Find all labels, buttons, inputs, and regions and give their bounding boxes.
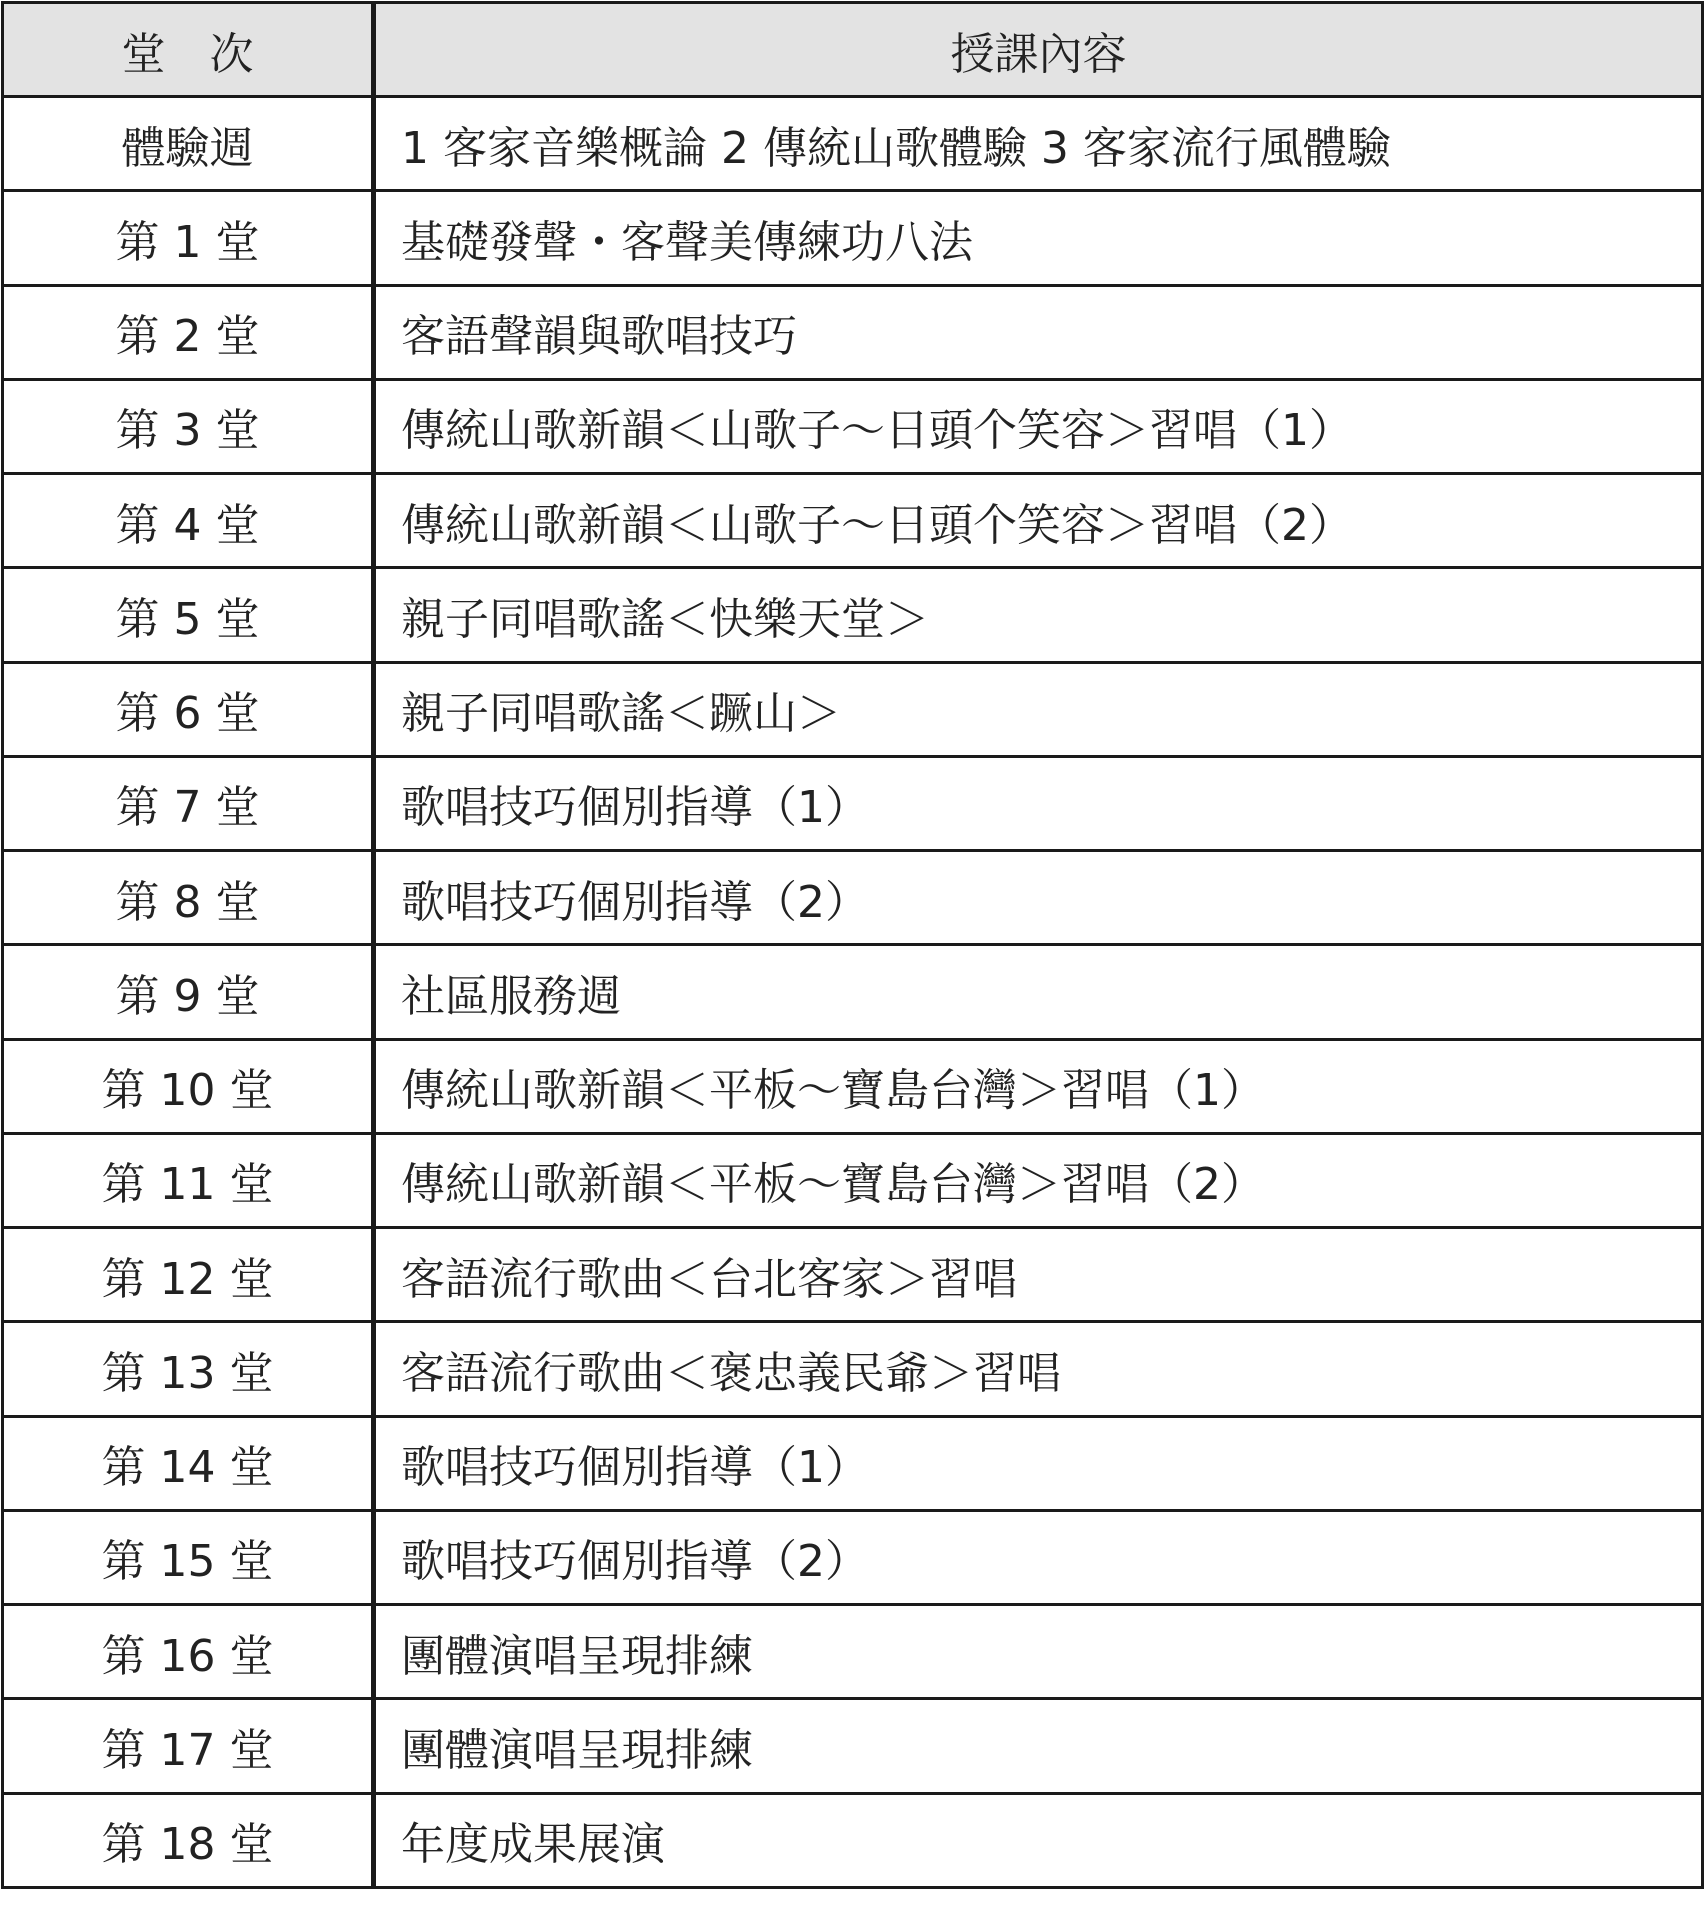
table-row <box>3 568 1703 662</box>
table-row <box>3 851 1703 945</box>
content-cell: 社區服務週 <box>374 945 1703 1039</box>
table-row <box>3 191 1703 285</box>
table-row <box>3 1322 1703 1416</box>
content-cell: 1 客家音樂概論 2 傳統山歌體驗 3 客家流行風體驗 <box>374 97 1703 191</box>
table-row <box>3 379 1703 473</box>
content-cell: 客語流行歌曲＜台北客家＞習唱 <box>374 1228 1703 1322</box>
session-cell: 第 16 堂 <box>3 1605 374 1699</box>
content-cell: 傳統山歌新韻＜山歌子～日頭个笑容＞習唱（2） <box>374 474 1703 568</box>
session-cell: 體驗週 <box>3 97 374 191</box>
table-body <box>3 97 1703 1888</box>
table-row <box>3 662 1703 756</box>
content-cell: 團體演唱呈現排練 <box>374 1699 1703 1793</box>
table-row <box>3 1510 1703 1604</box>
content-cell: 傳統山歌新韻＜山歌子～日頭个笑容＞習唱（1） <box>374 379 1703 473</box>
content-cell: 年度成果展演 <box>374 1793 1703 1888</box>
table-row <box>3 1605 1703 1699</box>
session-cell: 第 5 堂 <box>3 568 374 662</box>
content-cell: 歌唱技巧個別指導（2） <box>374 1510 1703 1604</box>
content-cell: 客語流行歌曲＜褒忠義民爺＞習唱 <box>374 1322 1703 1416</box>
table-row <box>3 1039 1703 1133</box>
session-cell: 第 11 堂 <box>3 1133 374 1227</box>
table-row <box>3 285 1703 379</box>
content-cell: 客語聲韻與歌唱技巧 <box>374 285 1703 379</box>
session-cell: 第 17 堂 <box>3 1699 374 1793</box>
session-cell: 第 12 堂 <box>3 1228 374 1322</box>
session-cell: 第 1 堂 <box>3 191 374 285</box>
session-cell: 第 13 堂 <box>3 1322 374 1416</box>
header-session: 堂 次 <box>3 3 374 97</box>
content-cell: 歌唱技巧個別指導（1） <box>374 1416 1703 1510</box>
session-cell: 第 10 堂 <box>3 1039 374 1133</box>
content-cell: 親子同唱歌謠＜快樂天堂＞ <box>374 568 1703 662</box>
content-cell: 基礎發聲・客聲美傳練功八法 <box>374 191 1703 285</box>
table-row <box>3 945 1703 1039</box>
content-cell: 團體演唱呈現排練 <box>374 1605 1703 1699</box>
content-cell: 親子同唱歌謠＜蹶山＞ <box>374 662 1703 756</box>
table-row <box>3 97 1703 191</box>
header-row <box>3 3 1703 97</box>
table-row <box>3 1793 1703 1888</box>
content-cell: 歌唱技巧個別指導（1） <box>374 756 1703 850</box>
session-cell: 第 8 堂 <box>3 851 374 945</box>
session-cell: 第 18 堂 <box>3 1793 374 1888</box>
session-cell: 第 4 堂 <box>3 474 374 568</box>
session-cell: 第 7 堂 <box>3 756 374 850</box>
table-row <box>3 1133 1703 1227</box>
session-cell: 第 9 堂 <box>3 945 374 1039</box>
course-schedule-table <box>1 1 1704 1889</box>
content-cell: 歌唱技巧個別指導（2） <box>374 851 1703 945</box>
session-cell: 第 3 堂 <box>3 379 374 473</box>
session-cell: 第 15 堂 <box>3 1510 374 1604</box>
table-row <box>3 1416 1703 1510</box>
table-row <box>3 756 1703 850</box>
session-cell: 第 14 堂 <box>3 1416 374 1510</box>
table-row <box>3 1699 1703 1793</box>
table-row <box>3 1228 1703 1322</box>
session-cell: 第 6 堂 <box>3 662 374 756</box>
header-content: 授課內容 <box>374 3 1703 97</box>
table-row <box>3 474 1703 568</box>
content-cell: 傳統山歌新韻＜平板～寶島台灣＞習唱（2） <box>374 1133 1703 1227</box>
table-header <box>3 3 1703 97</box>
session-cell: 第 2 堂 <box>3 285 374 379</box>
content-cell: 傳統山歌新韻＜平板～寶島台灣＞習唱（1） <box>374 1039 1703 1133</box>
